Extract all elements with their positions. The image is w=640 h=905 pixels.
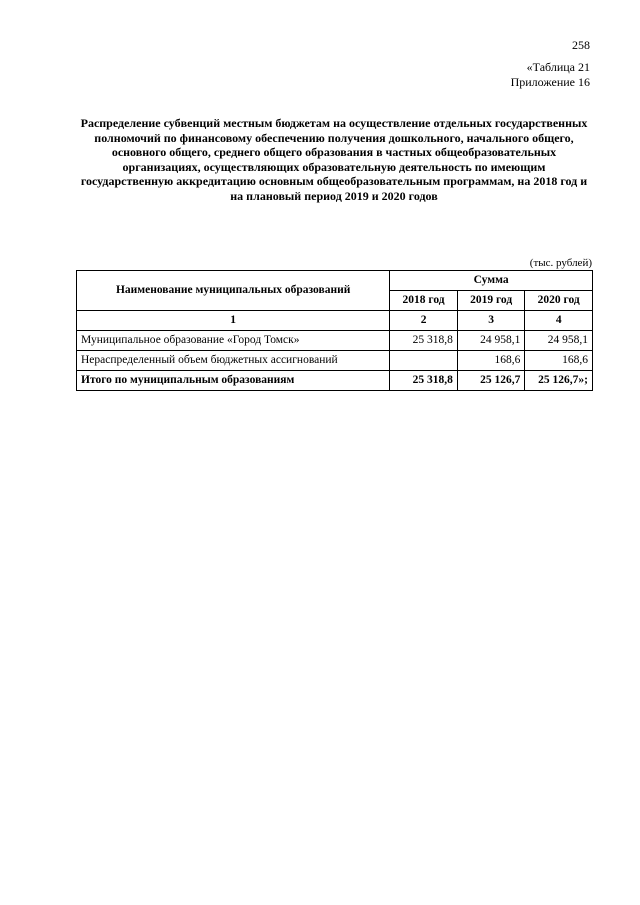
row-value-2018 (390, 351, 458, 371)
row-value-2020: 168,6 (525, 351, 593, 371)
col-number-3: 3 (457, 311, 525, 331)
col-number-1: 1 (77, 311, 390, 331)
total-value-2018: 25 318,8 (390, 371, 458, 391)
header-year-2019: 2019 год (457, 291, 525, 311)
header-year-2020: 2020 год (525, 291, 593, 311)
header-year-2018: 2018 год (390, 291, 458, 311)
col-number-2: 2 (390, 311, 458, 331)
table-row (77, 351, 593, 371)
table-reference (511, 60, 590, 90)
column-number-row (77, 311, 593, 331)
page-number: 258 (572, 38, 590, 52)
total-value-2020: 25 126,7»; (525, 371, 593, 391)
document-title: Распределение субвенций местным бюджетам на осуществление отдельных государственных полномочий по финансовому обеспечению получения дошкольного, начального общего, основного общего, среднего общего образования в частных общеобразовательных организациях, осуществляющих образовательную деятельность по имеющим государственную аккредитацию основным общеобразовательным программам, на 2018 год и на плановый период 2019 и 2020 годов (80, 116, 588, 203)
header-row-1 (77, 271, 593, 291)
units-label: (тыс. рублей) (529, 257, 592, 269)
table-row (77, 331, 593, 351)
row-value-2018: 25 318,8 (390, 331, 458, 351)
total-row (77, 371, 593, 391)
row-name: Муниципальное образование «Город Томск» (77, 331, 390, 351)
header-sum: Сумма (390, 271, 593, 291)
row-value-2019: 24 958,1 (457, 331, 525, 351)
total-value-2019: 25 126,7 (457, 371, 525, 391)
row-value-2020: 24 958,1 (525, 331, 593, 351)
table-ref-line2: Приложение 16 (510, 75, 590, 89)
row-value-2019: 168,6 (457, 351, 525, 371)
row-name: Нераспределенный объем бюджетных ассигнований (77, 351, 390, 371)
total-name: Итого по муниципальным образованиям (77, 371, 390, 391)
col-number-4: 4 (525, 311, 593, 331)
subsidy-table (76, 270, 593, 391)
table-ref-line1: «Таблица 21 (526, 60, 590, 74)
header-name: Наименование муниципальных образований (77, 271, 390, 311)
